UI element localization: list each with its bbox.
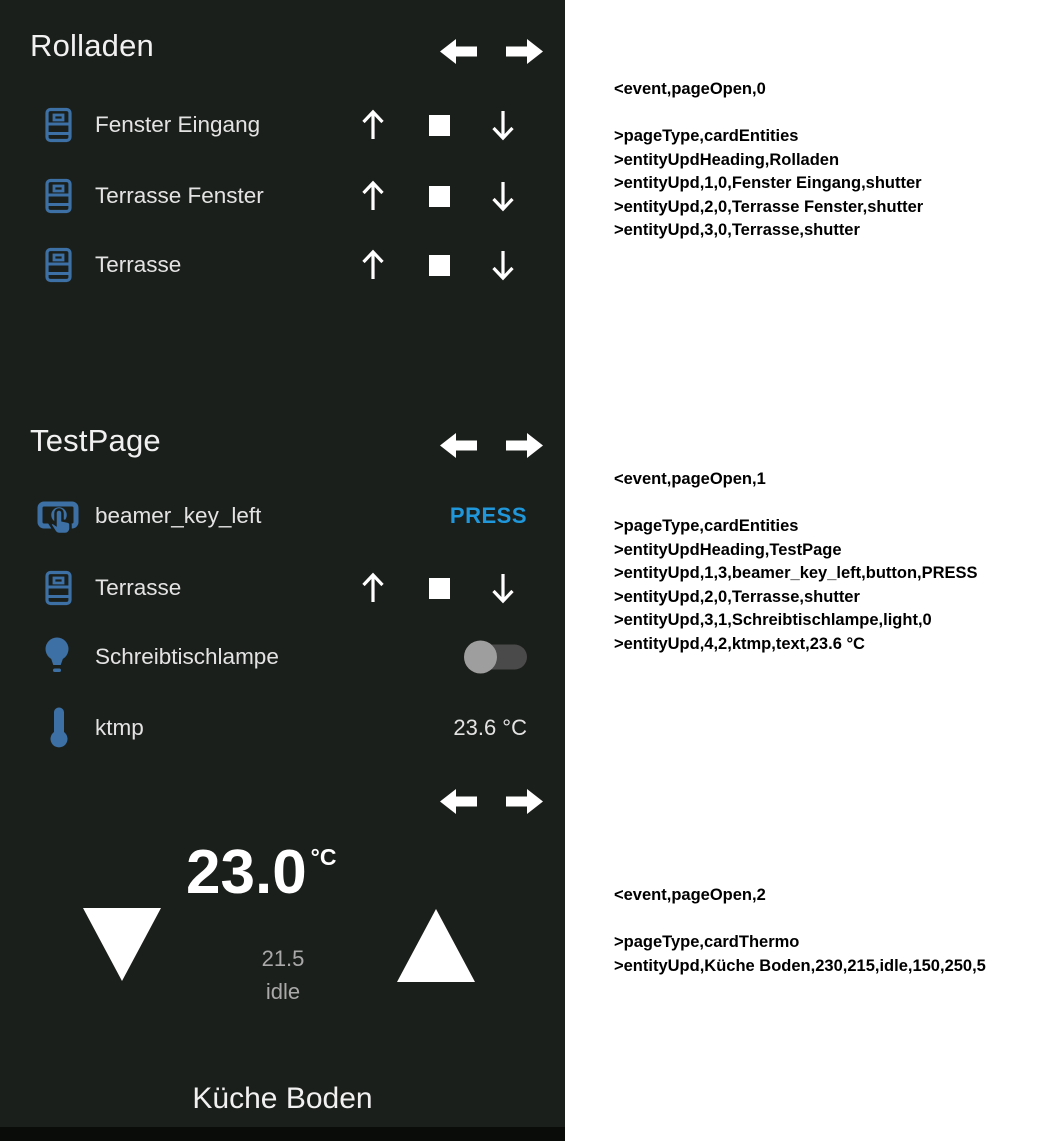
arrow-right-icon	[506, 786, 544, 817]
log-gap	[614, 102, 1039, 126]
current-temperature-value: 23.0	[186, 838, 307, 907]
log-gap	[614, 492, 1039, 516]
next-page-button[interactable]	[506, 786, 544, 817]
serial-log-page2	[614, 884, 1039, 978]
entity-row-terrasse	[0, 564, 565, 612]
arrow-down-icon	[490, 249, 516, 281]
entity-row-terrasse-fenster	[0, 172, 565, 220]
stop-icon	[429, 255, 450, 276]
next-page-button[interactable]	[506, 36, 544, 67]
stop-icon	[429, 186, 450, 207]
triangle-up-icon	[396, 909, 476, 983]
temp-up-button[interactable]	[396, 909, 476, 983]
toggle-knob	[464, 641, 497, 674]
log-event-line: <event,pageOpen,0	[614, 80, 766, 98]
log-line: >pageType,cardEntities	[614, 127, 799, 145]
arrow-down-icon	[490, 572, 516, 604]
window-shutter-icon	[45, 571, 72, 606]
triangle-down-icon	[82, 907, 162, 982]
arrow-up-icon	[360, 572, 386, 604]
entity-row-beamer-key-left	[0, 492, 565, 540]
target-temperature: 21.5	[261, 946, 305, 971]
shutter-down-button[interactable]	[488, 247, 518, 283]
arrow-right-icon	[506, 430, 544, 461]
light-toggle-off[interactable]	[468, 645, 527, 670]
text-entity-value: 23.6 °C	[453, 715, 527, 740]
log-line: >entityUpdHeading,Rolladen	[614, 150, 840, 169]
shutter-down-button[interactable]	[488, 107, 518, 143]
page-title-rolladen: Rolladen	[30, 28, 154, 63]
thermostat-name: Küche Boden	[192, 1082, 373, 1115]
entity-row-fenster-eingang	[0, 101, 565, 149]
window-shutter-icon	[45, 108, 72, 143]
entity-row-ktmp	[0, 704, 565, 752]
log-line: >entityUpdHeading,TestPage	[614, 540, 842, 559]
serial-log-page1	[614, 468, 1039, 656]
prev-page-button[interactable]	[439, 786, 477, 817]
log-line: >entityUpd,1,3,beamer_key_left,button,PRESS	[614, 564, 978, 582]
entity-label: Terrasse Fenster	[95, 183, 264, 208]
page-title-testpage: TestPage	[30, 423, 161, 458]
entity-label: Schreibtischlampe	[95, 644, 279, 669]
log-line: >entityUpd,3,1,Schreibtischlampe,light,0	[614, 611, 932, 629]
temp-down-button[interactable]	[82, 907, 162, 982]
window-shutter-icon	[45, 248, 72, 283]
entity-label: ktmp	[95, 715, 144, 740]
shutter-down-button[interactable]	[488, 178, 518, 214]
arrow-up-icon	[360, 180, 386, 212]
entity-label: beamer_key_left	[95, 503, 262, 528]
shutter-up-button[interactable]	[358, 570, 388, 606]
entity-label: Terrasse	[95, 575, 182, 600]
current-temperature	[186, 838, 337, 907]
entity-label: Fenster Eingang	[95, 112, 261, 137]
lightbulb-icon	[41, 636, 73, 678]
log-event-line: <event,pageOpen,2	[614, 886, 766, 904]
log-line: >entityUpd,1,0,Fenster Eingang,shutter	[614, 174, 922, 192]
shutter-stop-button[interactable]	[424, 247, 454, 283]
arrow-down-icon	[490, 180, 516, 212]
thermometer-icon	[49, 706, 69, 750]
log-event-line: <event,pageOpen,1	[614, 470, 766, 488]
shutter-down-button[interactable]	[488, 570, 518, 606]
arrow-up-icon	[360, 109, 386, 141]
shutter-stop-button[interactable]	[424, 178, 454, 214]
arrow-left-icon	[439, 36, 477, 67]
log-line: >entityUpd,Küche Boden,230,215,idle,150,250,5	[614, 956, 986, 975]
stop-icon	[429, 115, 450, 136]
shutter-stop-button[interactable]	[424, 570, 454, 606]
stop-icon	[429, 578, 450, 599]
log-gap	[614, 908, 1039, 932]
serial-log-page0	[614, 78, 1039, 243]
arrow-left-icon	[439, 786, 477, 817]
hvac-status: idle	[265, 979, 301, 1004]
arrow-down-icon	[490, 109, 516, 141]
entity-row-terrasse	[0, 241, 565, 289]
shutter-up-button[interactable]	[358, 247, 388, 283]
prev-page-button[interactable]	[439, 36, 477, 67]
temperature-unit: °C	[310, 844, 337, 870]
panel-bottom-edge	[0, 1127, 565, 1141]
shutter-stop-button[interactable]	[424, 107, 454, 143]
entity-label: Terrasse	[95, 252, 182, 277]
log-line: >entityUpd,2,0,Terrasse Fenster,shutter	[614, 197, 924, 216]
log-line: >entityUpd,4,2,ktmp,text,23.6 °C	[614, 634, 865, 653]
log-line: >pageType,cardEntities	[614, 517, 799, 535]
log-line: >entityUpd,3,0,Terrasse,shutter	[614, 221, 860, 239]
gesture-tap-button-icon	[37, 496, 79, 536]
log-line: >entityUpd,2,0,Terrasse,shutter	[614, 587, 860, 606]
prev-page-button[interactable]	[439, 430, 477, 461]
next-page-button[interactable]	[506, 430, 544, 461]
button-press-value[interactable]: PRESS	[449, 503, 527, 528]
arrow-right-icon	[506, 36, 544, 67]
entity-row-schreibtischlampe	[0, 633, 565, 681]
arrow-left-icon	[439, 430, 477, 461]
shutter-up-button[interactable]	[358, 107, 388, 143]
log-line: >pageType,cardThermo	[614, 933, 800, 951]
window-shutter-icon	[45, 179, 72, 214]
shutter-up-button[interactable]	[358, 178, 388, 214]
arrow-up-icon	[360, 249, 386, 281]
